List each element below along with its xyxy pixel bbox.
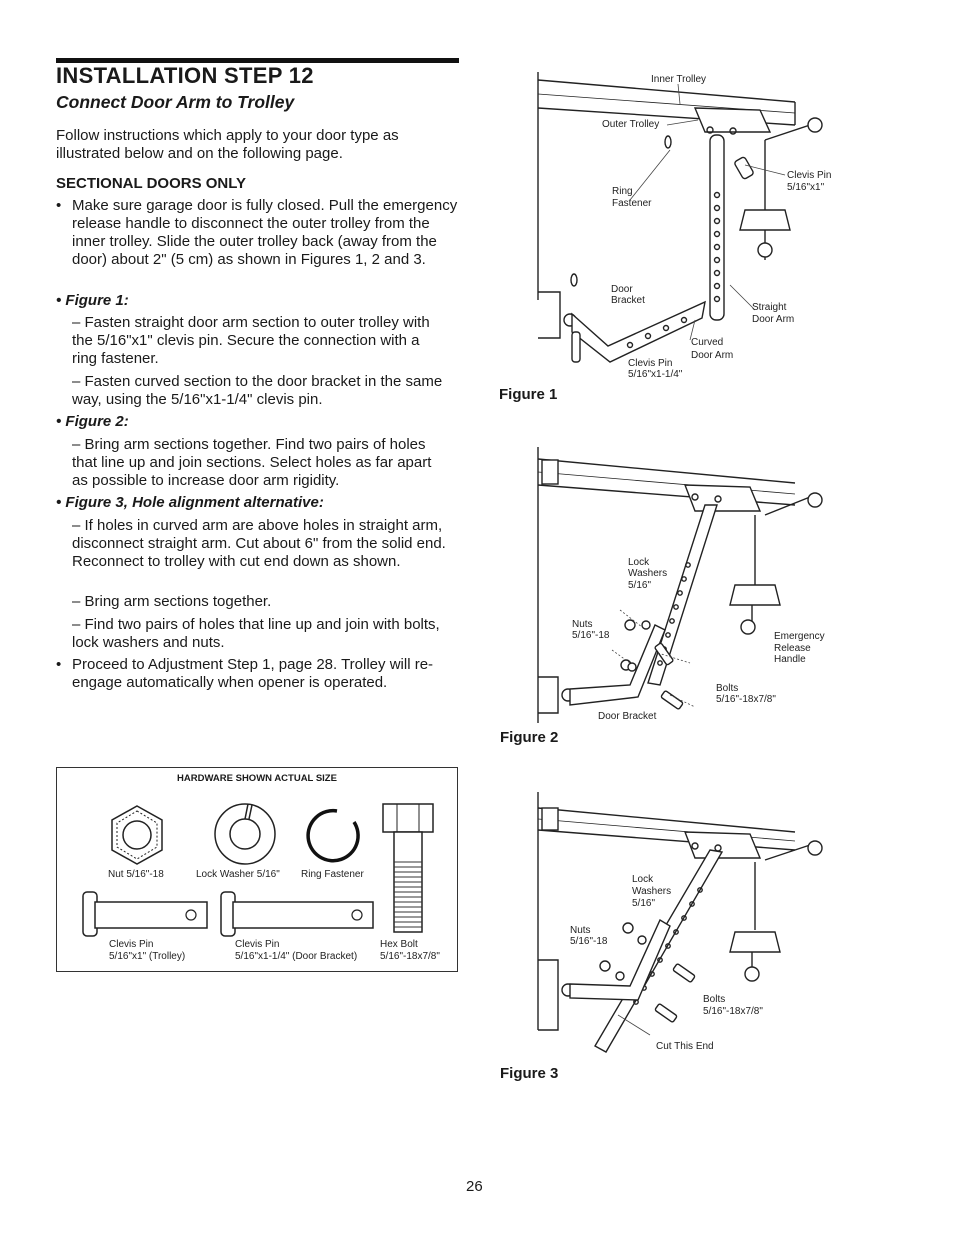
clevis-pin-icon <box>81 888 211 940</box>
label-straight-door-arm: Straight <box>752 302 787 313</box>
page-subtitle: Connect Door Arm to Trolley <box>56 92 295 112</box>
label-lock-washers-3: 5/16" <box>632 898 656 909</box>
bullet-item <box>56 197 456 287</box>
label-lock-washers-3: 5/16" <box>628 580 652 591</box>
label-emergency-release-2: Release <box>774 643 811 654</box>
figure2-caption: Figure 2 <box>500 729 559 746</box>
bullet-dot: • <box>56 656 62 673</box>
clevis-pin-icon <box>219 888 379 940</box>
hardware-box <box>56 767 458 972</box>
intro-paragraph: Follow instructions which apply to your door type as illustrated below and on the following page. <box>56 127 399 162</box>
figure2-instructions-heading: • Figure 2: <box>56 413 129 430</box>
figure1-instructions-heading: • Figure 1: <box>56 292 129 309</box>
label-clevis-pin: Clevis Pin <box>787 170 832 181</box>
clevis-pin-bracket-label-2: 5/16"x1-1/4" (Door Bracket) <box>235 951 358 962</box>
label-inner-trolley: Inner Trolley <box>651 74 707 85</box>
ring-fastener-label: Ring Fastener <box>301 869 364 880</box>
label-lock-washers: Lock <box>628 557 650 568</box>
label-clevis-pin-size: 5/16"x1" <box>787 182 825 193</box>
bullet-dot: • <box>56 197 62 214</box>
page-number: 26 <box>466 1178 483 1195</box>
lock-washer-icon <box>212 802 278 866</box>
lock-washer-label: Lock Washer 5/16" <box>196 869 280 880</box>
label-cut-this-end: Cut This End <box>656 1041 714 1052</box>
label-straight-door-arm-2: Door Arm <box>752 314 795 325</box>
hardware-title: HARDWARE SHOWN ACTUAL SIZE <box>177 773 337 784</box>
section-heading: SECTIONAL DOORS ONLY <box>56 175 247 192</box>
label-lock-washers: Lock <box>632 874 654 885</box>
label-bolts: Bolts <box>716 683 739 694</box>
label-nuts-2: 5/16"-18 <box>570 936 608 947</box>
label-curved-door-arm: Curved <box>691 337 724 348</box>
ring-fastener-icon <box>304 808 360 864</box>
label-outer-trolley: Outer Trolley <box>602 119 660 130</box>
label-nuts: Nuts <box>570 925 591 936</box>
hex-bolt-icon <box>381 802 437 938</box>
label-door-bracket: Door <box>611 284 633 295</box>
label-door-bracket: Door Bracket <box>598 711 657 722</box>
hex-bolt-label-2: 5/16"-18x7/8" <box>380 951 440 962</box>
label-lock-washers-2: Washers <box>632 886 672 897</box>
label-curved-door-arm-2: Door Arm <box>691 350 734 361</box>
clevis-pin-bracket-label-1: Clevis Pin <box>235 939 280 950</box>
hex-nut-icon <box>109 804 165 866</box>
label-nuts-2: 5/16"-18 <box>572 630 610 641</box>
clevis-pin-trolley-label-2: 5/16"x1" (Trolley) <box>109 951 186 962</box>
instruction-step-text: – Fasten curved section to the door bracket in the same way, using the 5/16"x1-1/4" clevis pin. <box>72 373 443 408</box>
instruction-step-text: – Bring arm sections together. Find two pairs of holes that line up and join sections. Select holes as far apart as possible to increase door arm rigidity. <box>72 436 432 489</box>
clevis-pin-trolley-label-1: Clevis Pin <box>109 939 154 950</box>
figure1-illustration <box>530 70 840 380</box>
bullet-item <box>56 656 456 696</box>
label-bolts: Bolts <box>703 994 726 1005</box>
bullet-text: Make sure garage door is fully closed. Pull the emergency release handle to disconnect the outer trolley from the inner trolley. Slide the outer trolley back (away from the door) about 2" (5 cm) as shown in Figures 1, 2 and 3. <box>72 197 458 268</box>
figure2-illustration <box>530 445 840 725</box>
label-clevis-pin-2-size: 5/16"x1-1/4" <box>628 369 683 380</box>
label-lock-washers-2: Washers <box>628 568 668 579</box>
instruction-step-text: – If holes in curved arm are above holes in straight arm, disconnect straight arm. Cut about 6" from the solid end. Reconnect to trolley with cut end down as shown. <box>72 517 446 570</box>
figure3-caption: Figure 3 <box>500 1065 559 1082</box>
label-clevis-pin-2: Clevis Pin <box>628 358 673 369</box>
label-door-bracket-2: Bracket <box>611 295 645 306</box>
instruction-step-text: – Fasten straight door arm section to outer trolley with the 5/16"x1" clevis pin. Secure the connection with a ring fastener. <box>72 314 430 367</box>
label-bolts-2: 5/16"-18x7/8" <box>716 694 776 705</box>
label-nuts: Nuts <box>572 619 593 630</box>
figure3-instructions-heading: • Figure 3, Hole alignment alternative: <box>56 494 324 511</box>
label-bolts-2: 5/16"-18x7/8" <box>703 1006 763 1017</box>
label-ring-fastener: Ring <box>612 186 633 197</box>
page-title: INSTALLATION STEP 12 <box>56 63 314 88</box>
figure1-caption: Figure 1 <box>499 386 558 403</box>
bullet-text: Proceed to Adjustment Step 1, page 28. Trolley will re-engage automatically when opener is operated. <box>72 656 434 691</box>
label-ring-fastener-2: Fastener <box>612 198 652 209</box>
instruction-step-text: – Find two pairs of holes that line up and join with bolts, lock washers and nuts. <box>72 616 440 651</box>
label-emergency-release: Emergency <box>774 631 825 642</box>
nut-label: Nut 5/16"-18 <box>108 869 164 880</box>
label-emergency-release-3: Handle <box>774 654 806 665</box>
hex-bolt-label-1: Hex Bolt <box>380 939 418 950</box>
instruction-step-text: – Bring arm sections together. <box>72 593 272 610</box>
